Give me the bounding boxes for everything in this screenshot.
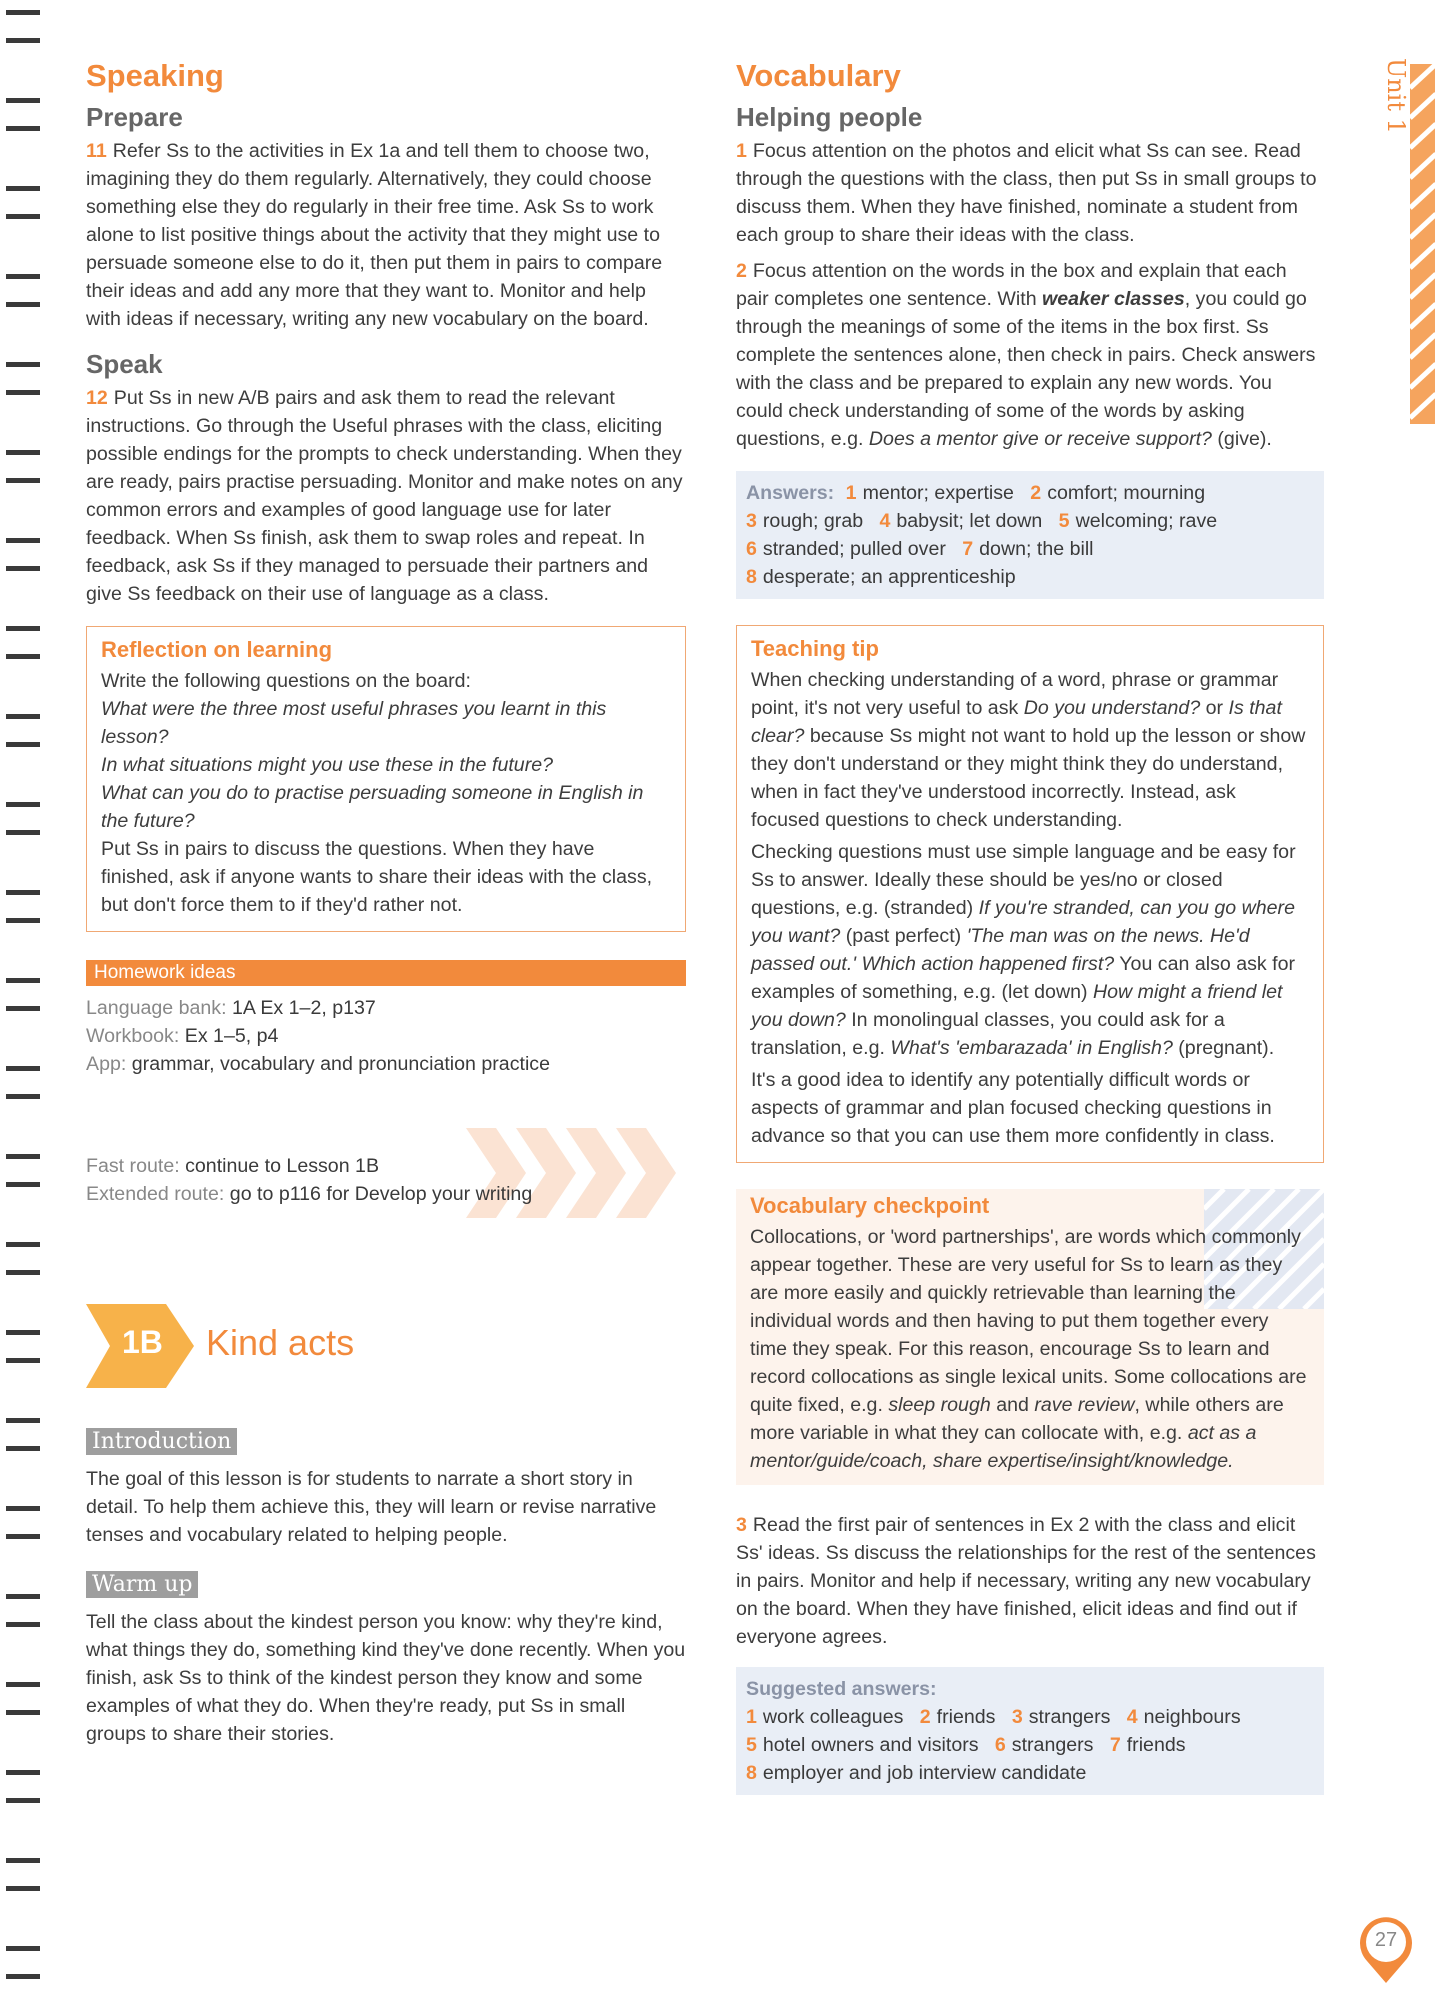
answer-text: strangers <box>1011 1734 1094 1756</box>
route-text: continue to Lesson 1B <box>185 1155 380 1177</box>
page-number-marker <box>1351 1915 1421 1985</box>
checkpoint-example: act as a mentor/guide/coach, share expertise/insight/knowledge. <box>750 1422 1257 1472</box>
tip-text: In monolingual classes, you could ask for a translation, e.g. <box>751 1009 1225 1059</box>
answer-text: friends <box>1126 1734 1186 1756</box>
tip-text: Checking questions must use simple language and be easy for Ss to answer. Ideally these should be yes/no or closed questions, e.g. (stranded) <box>751 841 1296 919</box>
homework-text: 1A Ex 1–2, p137 <box>232 997 376 1019</box>
answer-number: 7 <box>1109 1734 1121 1756</box>
homework-item <box>86 1022 686 1050</box>
paragraph-text: , you could go through the meanings of some of the items in the box first. Ss complete the sentences alone, then check in pairs. Check answers with the class and be prepared to explain any new words. You could check understanding of some of the words by asking questions, e.g. <box>736 288 1316 450</box>
answer-number: 1 <box>845 482 857 504</box>
answer-number: 2 <box>1030 482 1042 504</box>
suggested-label: Suggested answers: <box>746 1678 937 1700</box>
route-panel <box>86 1128 686 1218</box>
tip-example: 'The man was on the news. He'd passed out.' Which action happened first? <box>751 925 1250 975</box>
warm-up-section <box>86 1571 686 1748</box>
checkpoint-text <box>750 1223 1310 1475</box>
paragraph-number: 1 <box>736 140 747 162</box>
answers-line <box>746 1759 1314 1787</box>
tip-example: Do you understand? <box>1023 697 1201 719</box>
answer-text: neighbours <box>1143 1706 1241 1728</box>
reflection-question: What were the three most useful phrases you learnt in this lesson? <box>101 698 607 748</box>
tip-example: Is that clear? <box>751 697 1282 747</box>
homework-label: Workbook: <box>86 1025 180 1047</box>
checkpoint-body: , while others are more variable in what they can collocate with, e.g. <box>750 1394 1284 1444</box>
answers-line <box>746 563 1314 591</box>
route-label: Extended route: <box>86 1183 225 1205</box>
homework-item <box>86 994 686 1022</box>
tip-text: When checking understanding of a word, phrase or grammar point, it's not very useful to ask <box>751 669 1279 719</box>
paragraph-text: Read the first pair of sentences in Ex 2 with the class and elicit Ss' ideas. Ss discuss the relationships for the rest of the sentences in pairs. Monitor and help if necessary, writing any new vocabulary on the board. When they have finished, elicit ideas and find out if everyone agrees. <box>736 1514 1316 1648</box>
tip-paragraph <box>751 838 1309 1062</box>
lesson-badge: 1B <box>122 1324 163 1360</box>
suggested-label-line <box>746 1675 1314 1703</box>
answer-number: 6 <box>994 1734 1006 1756</box>
answer-text: work colleagues <box>762 1706 904 1728</box>
paragraph-text: Focus attention on the words in the box and explain that each pair completes one sentence. With <box>736 260 1287 310</box>
introduction-section <box>86 1428 686 1549</box>
answers-line <box>746 479 1314 507</box>
answer-number: 3 <box>1011 1706 1023 1728</box>
answer-number: 4 <box>879 510 891 532</box>
tip-example: What's 'embarazada' in English? <box>890 1037 1173 1059</box>
paragraph-2 <box>736 257 1324 453</box>
paragraph-text: Focus attention on the photos and elicit what Ss can see. Read through the questions with the class, then put Ss in small groups to discuss them. When they have finished, nominate a student from each group to share their ideas with the class. <box>736 140 1317 246</box>
tip-example: If you're stranded, can you go where you want? <box>751 897 1295 947</box>
homework-item <box>86 1050 686 1078</box>
homework-label: App: <box>86 1053 127 1075</box>
warm-up-tag: Warm up <box>86 1571 198 1598</box>
example-question: Does a mentor give or receive support? <box>868 428 1212 450</box>
warm-up-text: Tell the class about the kindest person you know: why they're kind, what things they do, something kind they've done recently. When you finish, ask Ss to think of the kindest person they know and some examples of what they do. When they're ready, put Ss in small groups to share their stories. <box>86 1611 686 1745</box>
reflection-outro: Put Ss in pairs to discuss the questions. When they have finished, ask if anyone wants to share their ideas with the class, but don't force them to if they'd rather not. <box>101 838 653 916</box>
paragraph-1 <box>736 137 1324 249</box>
teaching-tip-box <box>736 625 1324 1163</box>
vocabulary-heading: Vocabulary <box>736 58 901 93</box>
page-number: 27 <box>1374 1929 1398 1951</box>
route-label: Fast route: <box>86 1155 180 1177</box>
helping-people-heading: Helping people <box>736 102 923 132</box>
tip-text: (past perfect) <box>840 925 967 947</box>
answer-text: stranded; pulled over <box>762 538 946 560</box>
paragraph-number: 12 <box>86 387 108 409</box>
tip-text: or <box>1200 697 1229 719</box>
answer-text: desperate; an apprenticeship <box>762 566 1016 588</box>
answer-text: hotel owners and visitors <box>762 1734 979 1756</box>
answer-text: comfort; mourning <box>1047 482 1206 504</box>
introduction-text: The goal of this lesson is for students to narrate a short story in detail. To help them achieve this, they will learn or revise narrative tenses and vocabulary related to helping people. <box>86 1468 657 1546</box>
reflection-box <box>86 626 686 932</box>
homework-label: Language bank: <box>86 997 227 1019</box>
emphasis-text: weaker classes <box>1042 288 1185 310</box>
homework-text: grammar, vocabulary and pronunciation practice <box>131 1053 550 1075</box>
unit-stripe-icon <box>1410 64 1435 424</box>
answer-number: 5 <box>746 1734 757 1756</box>
paragraph-text: (give). <box>1211 428 1272 450</box>
paragraph-number: 2 <box>736 260 747 282</box>
answers-line <box>746 1703 1314 1731</box>
unit-label: Unit 1 <box>1382 58 1410 134</box>
answer-text: babysit; let down <box>896 510 1043 532</box>
tip-example: How might a friend let you down? <box>751 981 1283 1031</box>
answer-text: down; the bill <box>979 538 1094 560</box>
lesson-title: Kind acts <box>206 1322 355 1363</box>
answer-text: rough; grab <box>762 510 864 532</box>
fast-route <box>86 1128 686 1180</box>
answers-line <box>746 535 1314 563</box>
answer-number: 3 <box>746 510 757 532</box>
tip-text: You can also ask for examples of something, e.g. (let down) <box>751 953 1296 1003</box>
paragraph-number: 11 <box>86 140 107 162</box>
answer-number: 4 <box>1126 1706 1138 1728</box>
checkpoint-title: Vocabulary checkpoint <box>750 1193 990 1218</box>
paragraph-12 <box>86 384 686 608</box>
answer-number: 8 <box>746 1762 757 1784</box>
speak-heading: Speak <box>86 349 163 379</box>
suggested-answers-box <box>736 1667 1324 1795</box>
reflection-title: Reflection on learning <box>101 637 333 662</box>
reflection-question: What can you do to practise persuading someone in English in the future? <box>101 782 644 832</box>
introduction-tag: Introduction <box>86 1428 237 1455</box>
reflection-question: In what situations might you use these in the future? <box>101 754 554 776</box>
answers-label: Answers: <box>746 482 835 504</box>
spiral-binding <box>0 0 48 2000</box>
speaking-heading: Speaking <box>86 58 224 93</box>
tip-paragraph <box>751 666 1309 834</box>
left-column <box>86 58 686 1756</box>
paragraph-text: Put Ss in new A/B pairs and ask them to read the relevant instructions. Go through the Useful phrases with the class, eliciting possible endings for the prompts to check understanding. When they are ready, pairs practise persuading. Monitor and make notes on any common errors and examples of good language use for later feedback. When Ss finish, ask them to swap roles and repeat. In feedback, ask Ss if they managed to persuade their partners and give Ss feedback on their use of language as a class. <box>86 387 683 605</box>
answers-line <box>746 507 1314 535</box>
answer-text: welcoming; rave <box>1075 510 1218 532</box>
vocabulary-checkpoint-box <box>736 1189 1324 1485</box>
paragraph-number: 3 <box>736 1514 747 1536</box>
answer-number: 2 <box>919 1706 931 1728</box>
prepare-heading: Prepare <box>86 102 183 132</box>
answer-text: employer and job interview candidate <box>762 1762 1087 1784</box>
tip-paragraph: It's a good idea to identify any potentially difficult words or aspects of grammar and plan focused checking questions in advance so that you can use them more confidently in class. <box>751 1069 1275 1147</box>
unit-tab <box>1376 58 1410 134</box>
reflection-intro: Write the following questions on the board: <box>101 670 471 692</box>
answer-text: strangers <box>1028 1706 1111 1728</box>
answer-number: 8 <box>746 566 757 588</box>
paragraph-11 <box>86 137 686 333</box>
answer-number: 1 <box>746 1706 757 1728</box>
paragraph-3 <box>736 1511 1324 1651</box>
homework-list <box>86 994 686 1078</box>
answer-text: friends <box>936 1706 996 1728</box>
checkpoint-example: rave review <box>1034 1394 1135 1416</box>
paragraph-text: Refer Ss to the activities in Ex 1a and tell them to choose two, imagining they do them regularly. Alternatively, they could choose something else they do regularly in their free time. Ask Ss to work alone to list positive things about the activity that they might use to persuade someone else to do it, then put them in pairs to compare their ideas and add any more that they want to. Monitor and help with ideas if necessary, writing any new vocabulary on the board. <box>86 140 663 330</box>
answer-number: 5 <box>1058 510 1070 532</box>
answer-text: mentor; expertise <box>862 482 1014 504</box>
homework-title-bar: Homework ideas <box>86 960 686 986</box>
answers-line <box>746 1731 1314 1759</box>
teaching-tip-title: Teaching tip <box>751 636 879 661</box>
lesson-header <box>86 1304 686 1390</box>
tip-text: because Ss might not want to hold up the lesson or show they don't understand or they might think they do understand, when in fact they've understood incorrectly. Instead, ask focused questions to check understanding. <box>751 725 1306 831</box>
checkpoint-body: Collocations, or 'word partnerships', are words which commonly appear together. These are very useful for Ss to learn as they are more easily and quickly retrievable than learning the individual words and then having to put them together every time they speak. For this reason, encourage Ss to learn and record collocations as single lexical units. Some collocations are quite fixed, e.g. <box>750 1226 1307 1416</box>
answer-number: 6 <box>746 538 757 560</box>
homework-text: Ex 1–5, p4 <box>184 1025 279 1047</box>
route-text: go to p116 for Develop your writing <box>229 1183 533 1205</box>
checkpoint-example: sleep rough <box>888 1394 991 1416</box>
answer-number: 7 <box>962 538 974 560</box>
answers-box <box>736 471 1324 599</box>
tip-text: (pregnant). <box>1172 1037 1275 1059</box>
right-column <box>736 58 1324 1795</box>
extended-route <box>86 1180 686 1208</box>
checkpoint-body: and <box>990 1394 1035 1416</box>
